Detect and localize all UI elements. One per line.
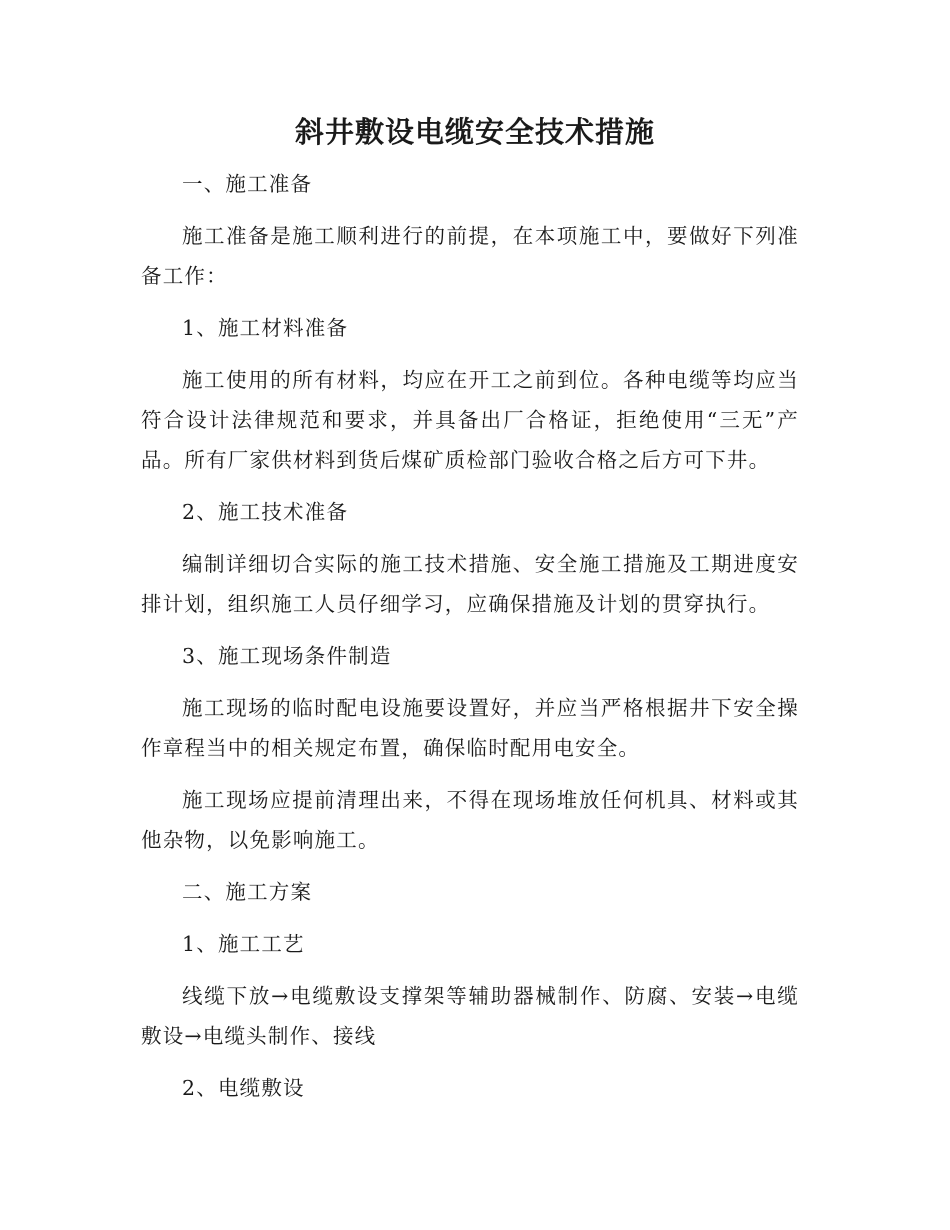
paragraph-process: 线缆下放→电缆敷设支撑架等辅助器械制作、防腐、安装→电缆敷设→电缆头制作、接线 — [141, 984, 799, 1048]
paragraph-materials: 施工使用的所有材料，均应在开工之前到位。各种电缆等均应当符合设计法律规范和要求，并具备出厂合格证，拒绝使用“三无”产品。所有厂家供材料到货后煤矿质检部门验收合格之后方可下井。 — [141, 368, 799, 472]
subheading-process: 1、施工工艺 — [182, 932, 305, 956]
document-body — [141, 164, 799, 1108]
document-title: 斜井敷设电缆安全技术措施 — [294, 115, 655, 149]
subheading-technical: 2、施工技术准备 — [182, 500, 349, 524]
paragraph-preparation-intro: 施工准备是施工顺利进行的前提，在本项施工中，要做好下列准备工作： — [141, 224, 799, 288]
subheading-site-conditions: 3、施工现场条件制造 — [182, 644, 392, 668]
heading-section-1: 一、施工准备 — [182, 172, 313, 196]
paragraph-site-power: 施工现场的临时配电设施要设置好，并应当严格根据井下安全操作章程当中的相关规定布置，确保临时配用电安全。 — [141, 696, 799, 760]
subheading-cable-laying: 2、电缆敷设 — [182, 1076, 305, 1100]
paragraph-technical: 编制详细切合实际的施工技术措施、安全施工措施及工期进度安排计划，组织施工人员仔细学习，应确保措施及计划的贯穿执行。 — [141, 552, 799, 616]
heading-section-2: 二、施工方案 — [182, 880, 313, 904]
subheading-materials: 1、施工材料准备 — [182, 316, 349, 340]
paragraph-site-clearing: 施工现场应提前清理出来，不得在现场堆放任何机具、材料或其他杂物，以免影响施工。 — [141, 788, 799, 852]
